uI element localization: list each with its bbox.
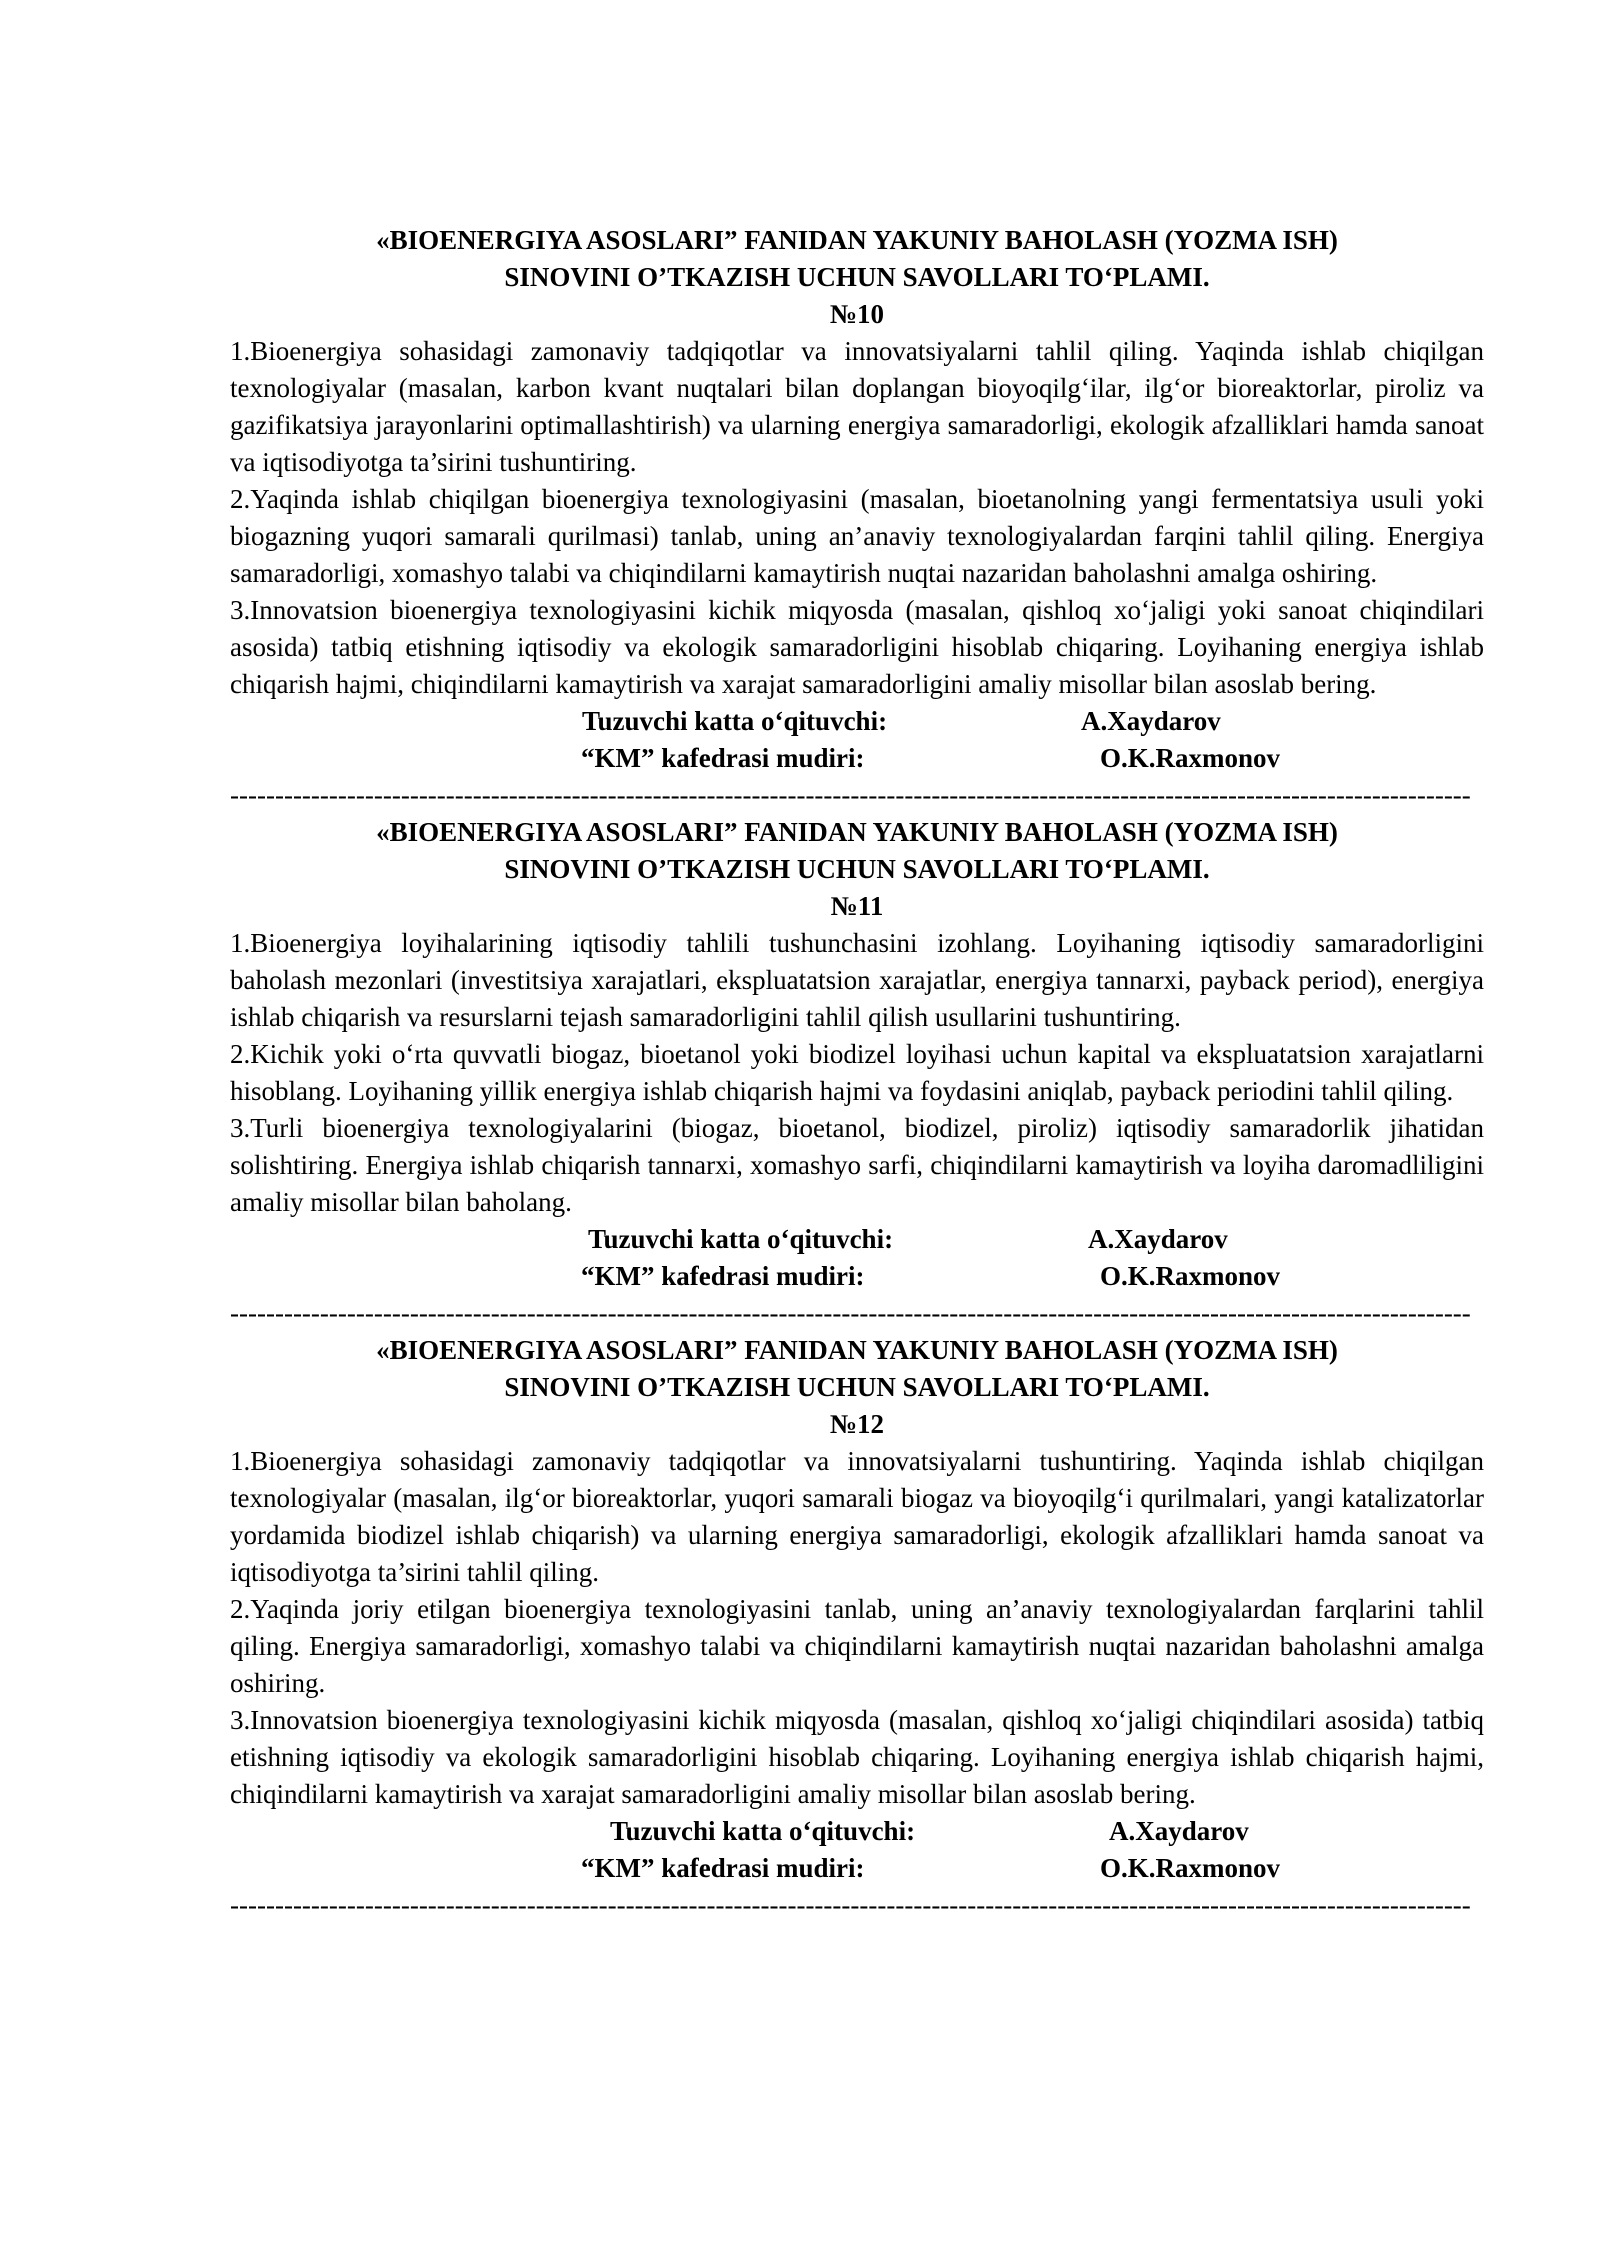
section-title-line1: «BIOENERGIYA ASOSLARI” FANIDAN YAKUNIY BAHOLASH (YOZMA ISH) xyxy=(376,1335,1338,1365)
head-name: O.K.Raxmonov xyxy=(1100,743,1281,773)
section-divider: ------------------------------------------------------------------------------------------------------------------------------------------ xyxy=(230,780,1471,810)
question-1: 1.Bioenergiya loyihalarining iqtisodiy tahlili tushunchasini izohlang. Loyihaning iqtisodiy samaradorligini baholash mezonlari (investitsiya xarajatlari, ekspluatatsion xarajatlar, energiya tannarxi, payback period), energiya ishlab chiqarish va resurslarni tejash samaradorligini tahlil qilish usullarini tushuntiring. xyxy=(230,928,1484,1032)
question-1: 1.Bioenergiya sohasidagi zamonaviy tadqiqotlar va innovatsiyalarni tahlil qiling. Yaqinda ishlab chiqilgan texnologiyalar (masalan, karbon kvant nuqtalari bilan doplangan bioyoqilg‘ilar, ilg‘or bioreaktorlar, piroliz va gazifikatsiya jarayonlarini optimallashtirish) va ularning energiya samaradorligi, ekologik afzalliklari hamda sanoat va iqtisodiyotga ta’sirini tushuntiring. xyxy=(230,336,1484,477)
question-2: 2.Yaqinda ishlab chiqilgan bioenergiya texnologiyasini (masalan, bioetanolning yangi fermentatsiya usuli yoki biogazning yuqori samarali qurilmasi) tanlab, uning an’anaviy texnologiyalardan farqini tahlil qiling. Energiya samaradorligi, xomashyo talabi va chiqindilarni kamaytirish nuqtai nazaridan baholashni amalga oshiring. xyxy=(230,484,1484,588)
section-divider: ------------------------------------------------------------------------------------------------------------------------------------------ xyxy=(230,1298,1471,1328)
head-name: O.K.Raxmonov xyxy=(1100,1853,1281,1883)
section-divider: ------------------------------------------------------------------------------------------------------------------------------------------ xyxy=(230,1890,1471,1920)
section-title-line2: SINOVINI O’TKAZISH UCHUN SAVOLLARI TO‘PLAMI. xyxy=(504,854,1210,884)
question-set-11 xyxy=(230,814,1484,1332)
compiler-name: A.Xaydarov xyxy=(1088,1224,1228,1254)
compiler-label: Tuzuvchi katta o‘qituvchi: xyxy=(588,1224,894,1254)
head-label: “KM” kafedrasi mudiri: xyxy=(581,1853,865,1883)
document-page xyxy=(230,222,1484,1924)
head-name: O.K.Raxmonov xyxy=(1100,1261,1281,1291)
section-title-line1: «BIOENERGIYA ASOSLARI” FANIDAN YAKUNIY BAHOLASH (YOZMA ISH) xyxy=(376,817,1338,847)
question-set-10 xyxy=(230,222,1484,814)
section-number: №12 xyxy=(829,1409,885,1439)
question-3: 3.Innovatsion bioenergiya texnologiyasini kichik miqyosda (masalan, qishloq xo‘jaligi chiqindilari asosida) tatbiq etishning iqtisodiy va ekologik samaradorligini hisoblab chiqaring. Loyihaning energiya ishlab chiqarish hajmi, chiqindilarni kamaytirish va xarajat samaradorligini amaliy misollar bilan asoslab bering. xyxy=(230,1705,1484,1809)
compiler-signature xyxy=(230,703,1484,740)
question-3: 3.Turli bioenergiya texnologiyalarini (biogaz, bioetanol, biodizel, piroliz) iqtisodiy samaradorlik jihatidan solishtiring. Energiya ishlab chiqarish tannarxi, xomashyo sarfi, chiqindilarni kamaytirish va loyiha daromadliligini amaliy misollar bilan baholang. xyxy=(230,1113,1484,1217)
compiler-label: Tuzuvchi katta o‘qituvchi: xyxy=(610,1816,916,1846)
section-title-line2: SINOVINI O’TKAZISH UCHUN SAVOLLARI TO‘PLAMI. xyxy=(504,262,1210,292)
section-number: №11 xyxy=(830,891,884,921)
section-number: №10 xyxy=(829,299,885,329)
compiler-signature xyxy=(230,1221,1484,1258)
compiler-name: A.Xaydarov xyxy=(1109,1816,1249,1846)
head-label: “KM” kafedrasi mudiri: xyxy=(581,1261,865,1291)
compiler-name: A.Xaydarov xyxy=(1081,706,1221,736)
head-label: “KM” kafedrasi mudiri: xyxy=(581,743,865,773)
head-signature xyxy=(230,1850,1484,1887)
section-title-line1: «BIOENERGIYA ASOSLARI” FANIDAN YAKUNIY BAHOLASH (YOZMA ISH) xyxy=(376,225,1338,255)
head-signature xyxy=(230,1258,1484,1295)
compiler-signature xyxy=(230,1813,1484,1850)
question-set-12 xyxy=(230,1332,1484,1924)
question-1: 1.Bioenergiya sohasidagi zamonaviy tadqiqotlar va innovatsiyalarni tushuntiring. Yaqinda ishlab chiqilgan texnologiyalar (masalan, ilg‘or bioreaktorlar, yuqori samarali biogaz va bioyoqilg‘i qurilmalari, yangi katalizatorlar yordamida biodizel ishlab chiqarish) va ularning energiya samaradorligi, ekologik afzalliklari hamda sanoat va iqtisodiyotga ta’sirini tahlil qiling. xyxy=(230,1446,1484,1587)
head-signature xyxy=(230,740,1484,777)
section-title-line2: SINOVINI O’TKAZISH UCHUN SAVOLLARI TO‘PLAMI. xyxy=(504,1372,1210,1402)
compiler-label: Tuzuvchi katta o‘qituvchi: xyxy=(582,706,888,736)
question-2: 2.Yaqinda joriy etilgan bioenergiya texnologiyasini tanlab, uning an’anaviy texnologiyalardan farqlarini tahlil qiling. Energiya samaradorligi, xomashyo talabi va chiqindilarni kamaytirish nuqtai nazaridan baholashni amalga oshiring. xyxy=(230,1594,1484,1698)
question-3: 3.Innovatsion bioenergiya texnologiyasini kichik miqyosda (masalan, qishloq xo‘jaligi yoki sanoat chiqindilari asosida) tatbiq etishning iqtisodiy va ekologik samaradorligini hisoblab chiqaring. Loyihaning energiya ishlab chiqarish hajmi, chiqindilarni kamaytirish va xarajat samaradorligini amaliy misollar bilan asoslab bering. xyxy=(230,595,1484,699)
question-2: 2.Kichik yoki o‘rta quvvatli biogaz, bioetanol yoki biodizel loyihasi uchun kapital va ekspluatatsion xarajatlarni hisoblang. Loyihaning yillik energiya ishlab chiqarish hajmi va foydasini aniqlab, payback periodini tahlil qiling. xyxy=(230,1039,1484,1106)
